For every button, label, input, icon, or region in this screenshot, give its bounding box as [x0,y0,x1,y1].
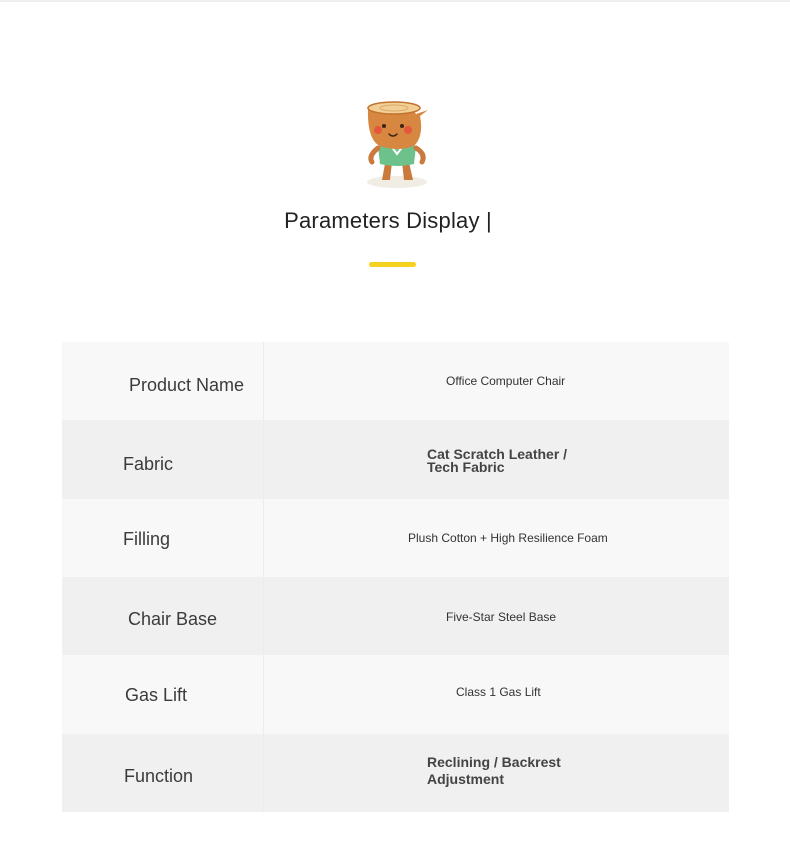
value-cell [264,734,729,812]
value-cell [264,342,729,420]
label-cell [62,342,264,420]
label-cell [62,577,264,655]
value-cell [264,655,729,734]
row-label-filling: Filling [123,529,171,549]
row-label-product-name: Product Name [129,375,245,395]
value-cell [264,499,729,577]
table-row [62,577,729,655]
label-cell [62,499,264,577]
parameters-table [62,342,729,812]
value-cell [264,577,729,655]
row-label-function: Function [124,766,194,786]
label-cell [62,420,264,499]
row-value-gas-lift: Class 1 Gas Lift [456,685,541,699]
value-cell [264,420,729,499]
row-value-chair-base: Five-Star Steel Base [446,610,557,624]
label-cell [62,734,264,812]
row-value-filling: Plush Cotton + High Resilience Foam [408,531,608,545]
value-line: Cat Scratch Leather / [427,446,568,462]
row-value-function [427,754,561,788]
table-row [62,499,729,577]
value-line: Tech Fabric [427,459,505,475]
row-label-chair-base: Chair Base [128,609,218,629]
row-value-fabric [427,448,567,474]
label-cell [62,655,264,734]
row-label-gas-lift: Gas Lift [125,685,188,705]
table-row [62,420,729,499]
title-accent-bar [369,262,416,267]
table-row [62,342,729,420]
value-line: Reclining / Backrest [427,754,561,770]
value-line: Adjustment [427,771,504,787]
page-title: Parameters Display | [284,208,492,233]
row-label-fabric: Fabric [123,454,174,474]
tree-stump-mascot-icon [358,96,436,190]
top-divider [0,0,790,2]
table-row [62,734,729,812]
table-row [62,655,729,734]
row-value-product-name: Office Computer Chair [446,374,566,388]
